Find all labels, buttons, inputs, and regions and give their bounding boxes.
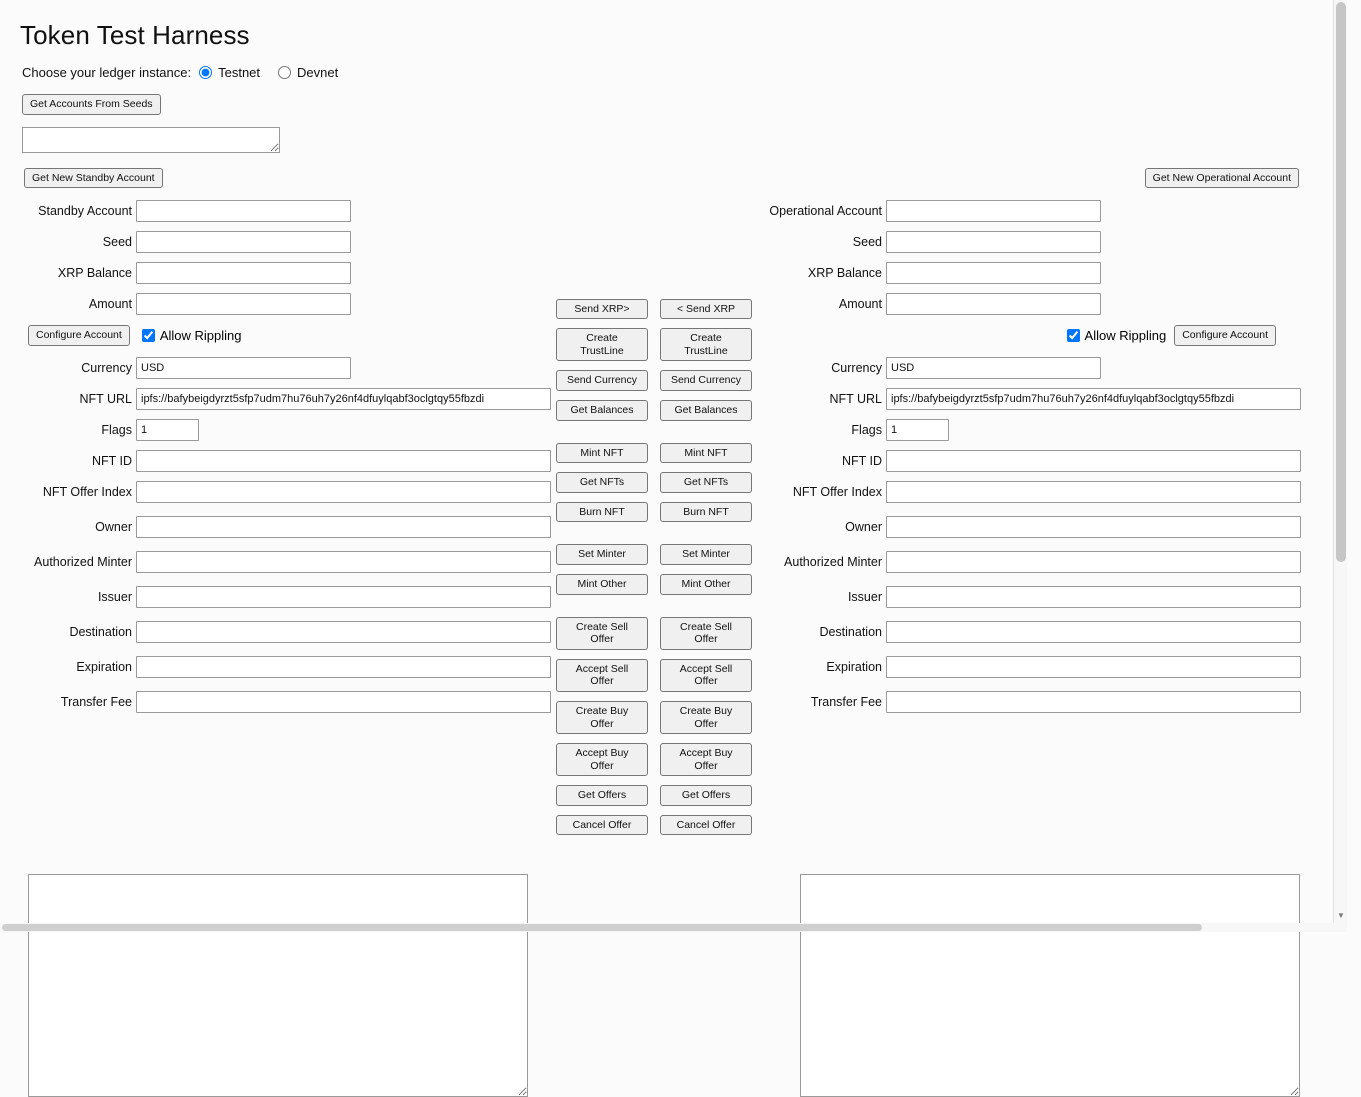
radio-testnet[interactable] [199, 66, 212, 79]
standby-field-xrp-balance [0, 262, 560, 284]
standby-transfer-fee-input[interactable] [136, 691, 551, 713]
standby-field-account [0, 200, 560, 222]
get-new-operational-account-button[interactable]: Get New Operational Account [1145, 168, 1299, 189]
operational-get-offers-button[interactable]: Get Offers [660, 785, 752, 806]
standby-field-flags-label: Flags [101, 422, 132, 437]
scroll-down-arrow[interactable]: ▼ [1337, 911, 1345, 920]
operational-field-flags [762, 419, 1322, 441]
standby-send-currency-button[interactable]: Send Currency [556, 370, 648, 391]
standby-configure-account-button[interactable]: Configure Account [28, 325, 130, 346]
standby-panel [0, 200, 560, 722]
ledger-option-devnet-label: Devnet [297, 65, 339, 80]
operational-authorized-minter-input[interactable] [886, 551, 1301, 573]
operational-currency-input[interactable] [886, 357, 1101, 379]
operational-seed-input[interactable] [886, 231, 1101, 253]
standby-create-sell-offer-button[interactable]: Create Sell Offer [556, 617, 648, 650]
send-xrp-to-standby-button[interactable]: < Send XRP [660, 299, 752, 320]
nft-group [556, 443, 766, 523]
standby-destination-input[interactable] [136, 621, 551, 643]
operational-field-issuer-label: Issuer [847, 589, 882, 604]
operational-field-nft-id-label: NFT ID [841, 453, 882, 468]
operational-field-transfer-fee-label: Transfer Fee [810, 694, 882, 709]
operational-accept-buy-offer-button[interactable]: Accept Buy Offer [660, 743, 752, 776]
send-xrp-to-operational-button[interactable]: Send XRP> [556, 299, 648, 320]
standby-field-authorized-minter [0, 551, 560, 573]
standby-burn-nft-button[interactable]: Burn NFT [556, 502, 648, 523]
operational-mint-other-button[interactable]: Mint Other [660, 574, 752, 595]
standby-field-currency-label: Currency [81, 360, 132, 375]
standby-field-nft-offer-index [0, 481, 560, 503]
panels-grid [0, 200, 1347, 860]
ledger-instance-label: Choose your ledger instance: [22, 65, 192, 80]
vertical-scrollbar[interactable] [1333, 0, 1347, 932]
standby-nft-offer-index-input[interactable] [136, 481, 551, 503]
operational-field-expiration [762, 656, 1322, 678]
operational-field-account-label: Operational Account [769, 203, 882, 218]
operational-get-nfts-button[interactable]: Get NFTs [660, 472, 752, 493]
operational-set-minter-button[interactable]: Set Minter [660, 544, 752, 565]
operational-create-trustline-button[interactable]: Create TrustLine [660, 328, 752, 361]
standby-field-seed-label: Seed [102, 234, 132, 249]
seeds-textarea-wrap [22, 127, 1347, 158]
operational-send-currency-button[interactable]: Send Currency [660, 370, 752, 391]
standby-field-flags [0, 419, 560, 441]
operational-panel [762, 200, 1322, 722]
standby-nft-id-input[interactable] [136, 450, 551, 472]
operational-nft-id-input[interactable] [886, 450, 1301, 472]
operational-field-owner [762, 516, 1322, 538]
standby-field-transfer-fee-label: Transfer Fee [60, 694, 132, 709]
trustline-group [556, 328, 766, 420]
operational-field-currency [762, 357, 1322, 379]
standby-field-issuer [0, 586, 560, 608]
standby-allow-rippling[interactable] [142, 328, 242, 343]
standby-field-nft-url [0, 388, 560, 410]
ledger-option-testnet[interactable] [199, 65, 260, 80]
operational-flags-input[interactable] [886, 419, 949, 441]
standby-account-input[interactable] [136, 200, 351, 222]
operational-allow-rippling[interactable] [1067, 328, 1167, 343]
ledger-option-devnet[interactable] [278, 65, 338, 80]
standby-amount-input[interactable] [136, 293, 351, 315]
offers-group [556, 617, 766, 836]
minter-group [556, 544, 766, 594]
operational-field-transfer-fee [762, 691, 1322, 713]
standby-field-nft-offer-index-label: NFT Offer Index [42, 484, 132, 499]
standby-issuer-input[interactable] [136, 586, 551, 608]
operational-field-expiration-label: Expiration [826, 659, 882, 674]
operational-create-buy-offer-button[interactable]: Create Buy Offer [660, 701, 752, 734]
operational-field-authorized-minter-label: Authorized Minter [784, 554, 882, 569]
operational-transfer-fee-input[interactable] [886, 691, 1301, 713]
operational-field-destination-label: Destination [819, 624, 882, 639]
operational-field-amount-label: Amount [838, 296, 882, 311]
operational-field-nft-url-label: NFT URL [829, 391, 882, 406]
standby-cancel-offer-button[interactable]: Cancel Offer [556, 815, 648, 836]
standby-allow-rippling-label: Allow Rippling [159, 328, 242, 344]
operational-field-issuer [762, 586, 1322, 608]
standby-owner-input[interactable] [136, 516, 551, 538]
operational-nft-url-input[interactable] [886, 388, 1301, 410]
operational-nft-offer-index-input[interactable] [886, 481, 1301, 503]
operational-log-textarea[interactable] [800, 874, 1300, 1097]
standby-get-nfts-button[interactable]: Get NFTs [556, 472, 648, 493]
standby-authorized-minter-input[interactable] [136, 551, 551, 573]
operational-field-owner-label: Owner [845, 519, 882, 534]
send-xrp-group [556, 299, 766, 320]
standby-field-transfer-fee [0, 691, 560, 713]
operational-get-balances-button[interactable]: Get Balances [660, 400, 752, 421]
standby-field-seed [0, 231, 560, 253]
operational-mint-nft-button[interactable]: Mint NFT [660, 443, 752, 464]
seeds-textarea[interactable] [22, 127, 280, 153]
operational-field-nft-id [762, 450, 1322, 472]
operational-accept-sell-offer-button[interactable]: Accept Sell Offer [660, 659, 752, 692]
operational-field-amount [762, 293, 1322, 315]
operational-allow-rippling-label: Allow Rippling [1084, 328, 1167, 344]
operational-xrp-balance-input[interactable] [886, 262, 1101, 284]
get-accounts-from-seeds-button[interactable]: Get Accounts From Seeds [22, 94, 161, 115]
operational-cancel-offer-button[interactable]: Cancel Offer [660, 815, 752, 836]
operational-configure-account-button[interactable]: Configure Account [1174, 325, 1276, 346]
standby-set-minter-button[interactable]: Set Minter [556, 544, 648, 565]
standby-field-account-label: Standby Account [38, 203, 132, 218]
radio-devnet[interactable] [278, 66, 291, 79]
standby-mint-nft-button[interactable]: Mint NFT [556, 443, 648, 464]
operational-field-nft-offer-index [762, 481, 1322, 503]
operational-issuer-input[interactable] [886, 586, 1301, 608]
standby-field-currency [0, 357, 560, 379]
standby-field-nft-id-label: NFT ID [91, 453, 132, 468]
horizontal-scrollbar[interactable] [0, 923, 1347, 932]
standby-get-offers-button[interactable]: Get Offers [556, 785, 648, 806]
operational-field-authorized-minter [762, 551, 1322, 573]
standby-currency-input[interactable] [136, 357, 351, 379]
operational-field-flags-label: Flags [851, 422, 882, 437]
standby-expiration-input[interactable] [136, 656, 551, 678]
operational-field-destination [762, 621, 1322, 643]
operational-destination-input[interactable] [886, 621, 1301, 643]
standby-accept-sell-offer-button[interactable]: Accept Sell Offer [556, 659, 648, 692]
standby-field-owner [0, 516, 560, 538]
operational-field-currency-label: Currency [831, 360, 882, 375]
operational-amount-input[interactable] [886, 293, 1101, 315]
operational-account-input[interactable] [886, 200, 1101, 222]
standby-nft-url-input[interactable] [136, 388, 551, 410]
standby-create-buy-offer-button[interactable]: Create Buy Offer [556, 701, 648, 734]
operational-field-xrp-balance-label: XRP Balance [807, 265, 882, 280]
standby-field-amount [0, 293, 560, 315]
standby-log-textarea[interactable] [28, 874, 528, 1097]
operational-field-nft-offer-index-label: NFT Offer Index [792, 484, 882, 499]
vertical-scrollbar-thumb[interactable] [1336, 2, 1346, 562]
operational-create-sell-offer-button[interactable]: Create Sell Offer [660, 617, 752, 650]
page-title: Token Test Harness [20, 20, 250, 50]
standby-field-owner-label: Owner [95, 519, 132, 534]
standby-field-expiration-label: Expiration [76, 659, 132, 674]
operational-field-seed-label: Seed [852, 234, 882, 249]
standby-field-issuer-label: Issuer [97, 589, 132, 604]
accounts-section [0, 168, 1347, 860]
standby-field-amount-label: Amount [88, 296, 132, 311]
operational-field-nft-url [762, 388, 1322, 410]
standby-mint-other-button[interactable]: Mint Other [556, 574, 648, 595]
standby-field-authorized-minter-label: Authorized Minter [34, 554, 132, 569]
operational-field-seed [762, 231, 1322, 253]
standby-get-balances-button[interactable]: Get Balances [556, 400, 648, 421]
center-action-buttons [556, 200, 766, 836]
standby-field-destination-label: Destination [69, 624, 132, 639]
operational-expiration-input[interactable] [886, 656, 1301, 678]
standby-flags-input[interactable] [136, 419, 199, 441]
operational-allow-rippling-checkbox[interactable] [1067, 329, 1080, 342]
standby-field-expiration [0, 656, 560, 678]
operational-configure-row [762, 324, 1322, 348]
get-new-standby-account-button[interactable]: Get New Standby Account [24, 168, 163, 189]
standby-xrp-balance-input[interactable] [136, 262, 351, 284]
standby-allow-rippling-checkbox[interactable] [142, 329, 155, 342]
operational-owner-input[interactable] [886, 516, 1301, 538]
standby-configure-row [0, 324, 560, 348]
standby-field-nft-url-label: NFT URL [79, 391, 132, 406]
standby-field-xrp-balance-label: XRP Balance [57, 265, 132, 280]
operational-field-account [762, 200, 1322, 222]
standby-create-trustline-button[interactable]: Create TrustLine [556, 328, 648, 361]
ledger-option-testnet-label: Testnet [218, 65, 261, 80]
standby-field-destination [0, 621, 560, 643]
operational-field-xrp-balance [762, 262, 1322, 284]
ledger-instance-row [22, 65, 1347, 80]
horizontal-scrollbar-thumb[interactable] [2, 924, 1202, 931]
operational-burn-nft-button[interactable]: Burn NFT [660, 502, 752, 523]
standby-field-nft-id [0, 450, 560, 472]
new-account-buttons-row [0, 168, 1347, 190]
standby-seed-input[interactable] [136, 231, 351, 253]
standby-accept-buy-offer-button[interactable]: Accept Buy Offer [556, 743, 648, 776]
